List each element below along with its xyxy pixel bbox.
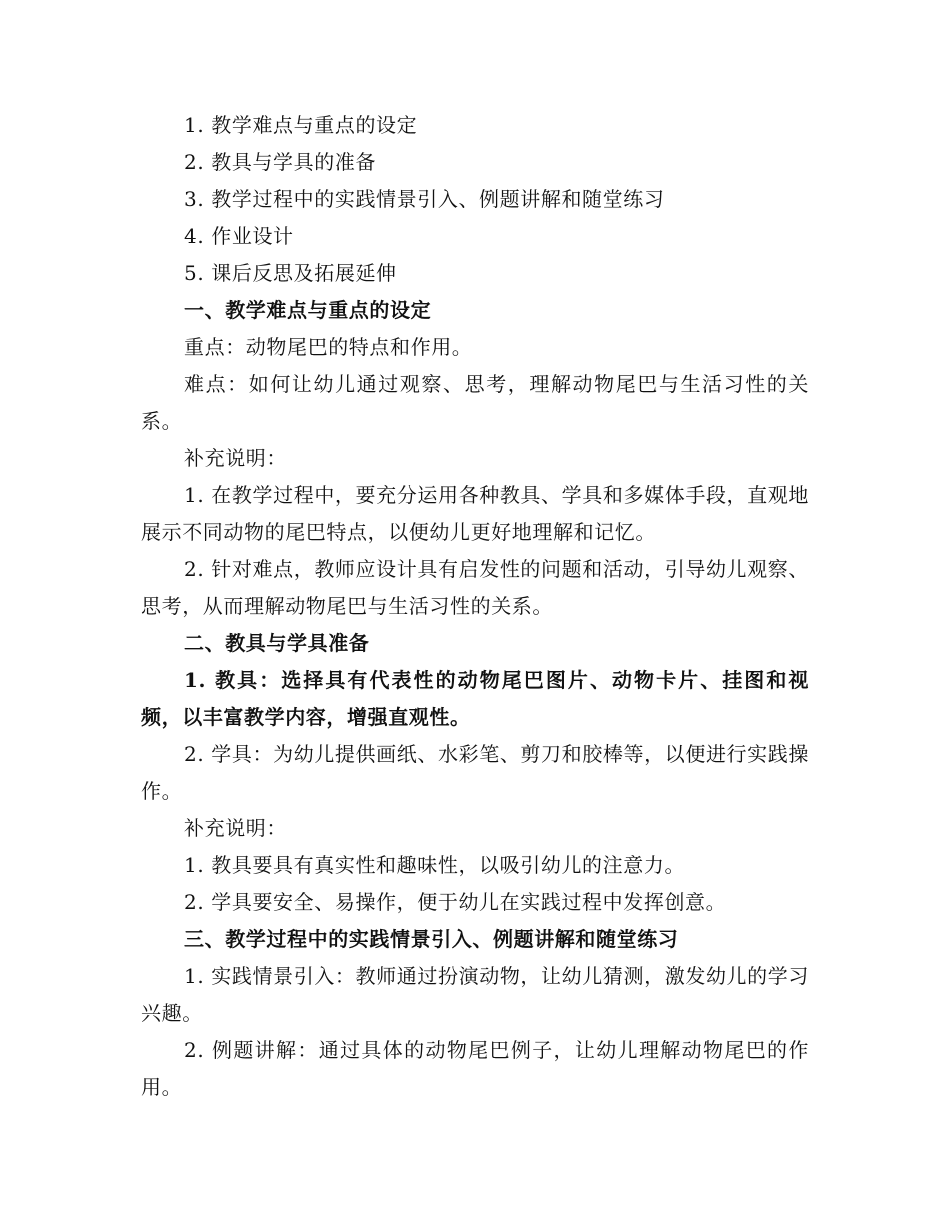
section-1-heading: 一、教学难点与重点的设定 — [184, 298, 432, 322]
toc-item-1: 1. 教学难点与重点的设定 — [184, 113, 418, 137]
section-1-note-2: 2. 针对难点，教师应设计具有启发性的问题和活动，引导幼儿观察、思考，从而理解动物尾巴与生活习性的关系。 — [141, 557, 809, 618]
section-3-item-1: 1. 实践情景引入：教师通过扮演动物，让幼儿猜测，激发幼儿的学习兴趣。 — [141, 964, 809, 1025]
section-2-note-1: 1. 教具要具有真实性和趣味性，以吸引幼儿的注意力。 — [184, 853, 686, 877]
teaching-aids-item: 1. 教具：选择具有代表性的动物尾巴图片、动物卡片、挂图和视频，以丰富教学内容，增强直观性。 — [141, 668, 809, 729]
section-3-item-2: 2. 例题讲解：通过具体的动物尾巴例子，让幼儿理解动物尾巴的作用。 — [141, 1038, 809, 1099]
toc-item-3: 3. 教学过程中的实践情景引入、例题讲解和随堂练习 — [184, 187, 665, 211]
toc-item-5: 5. 课后反思及拓展延伸 — [184, 261, 397, 285]
section-3-heading: 三、教学过程中的实践情景引入、例题讲解和随堂练习 — [184, 927, 679, 951]
section-1-note-label: 补充说明： — [184, 446, 287, 470]
difficulty-text: 难点：如何让幼儿通过观察、思考，理解动物尾巴与生活习性的关系。 — [141, 372, 809, 433]
section-2-note-label: 补充说明： — [184, 816, 287, 840]
section-2-note-2: 2. 学具要安全、易操作，便于幼儿在实践过程中发挥创意。 — [184, 890, 727, 914]
section-2-heading: 二、教具与学具准备 — [184, 631, 370, 655]
document-body — [141, 107, 809, 1106]
toc-item-2: 2. 教具与学具的准备 — [184, 150, 377, 174]
learning-tools-item: 2. 学具：为幼儿提供画纸、水彩笔、剪刀和胶棒等，以便进行实践操作。 — [141, 742, 809, 803]
section-1-note-1: 1. 在教学过程中，要充分运用各种教具、学具和多媒体手段，直观地展示不同动物的尾巴特点，以便幼儿更好地理解和记忆。 — [141, 483, 809, 544]
key-point-text: 重点：动物尾巴的特点和作用。 — [184, 335, 473, 359]
toc-item-4: 4. 作业设计 — [184, 224, 294, 248]
